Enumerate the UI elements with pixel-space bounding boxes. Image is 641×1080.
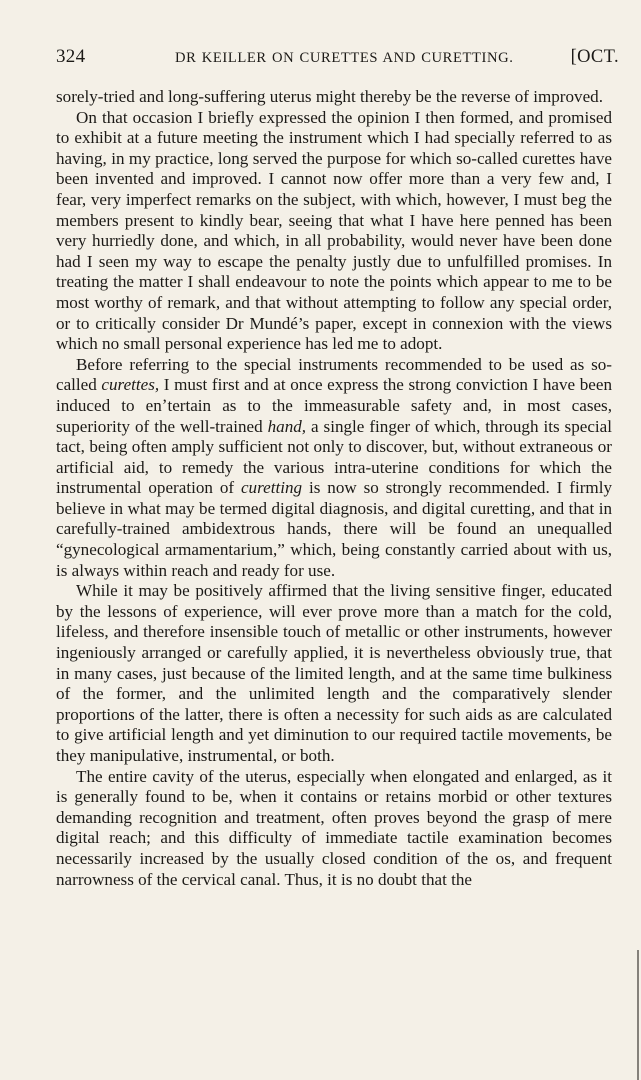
italic-term: curetting — [240, 478, 303, 498]
text-run: sorely-tried and long-suffering uterus might thereby be the reverse of improved. — [56, 87, 603, 106]
text-run: is now so strongly recommended. I firmly believe in what may be termed digital diagnosis, and digital curetting, and that in carefully-trained ambidextrous hands, there will be found an unequalled “gynecological armamentarium,” which, being constantly carried about with us, is always within reach and ready for use. — [56, 478, 612, 580]
paragraph-p0 — [56, 87, 612, 108]
italic-term: curettes, — [101, 375, 160, 395]
italic-term: hand, — [267, 416, 307, 436]
text-run: I must first and at once express the strong conviction I have been induced to enʼtertain as to the immeasurable safety and, in most cases, superiority of the well-trained — [56, 375, 613, 436]
page-number: 324 — [56, 46, 86, 67]
text-run: On that occasion I briefly expressed the opinion I then formed, and promised to exhibit at a future meeting the instrument which I had specially referred to as having, in my practice, long served the purpose for which so-called curettes have been invented and improved. I cannot now offer more than a very few and, I fear, very imperfect remarks on the subject, with which, however, I must beg the members present to kindly bear, seeing that what I have here penned has been very hurriedly done, and which, in all probability, would never have been done had I seen my way to escape the penalty justly due to unfulfilled promises. In treating the matter I shall endeavour to note the points which appear to me to be most worthy of remark, and that without attempting to follow any special order, or to critically consider Dr Mundé’s paper, except in connexion with the views which no small personal experience has led me to adopt. — [56, 107, 612, 354]
page-edge-shadow — [637, 950, 639, 1080]
text-run: While it may be positively affirmed that the living sensitive finger, educated by the lessons of experience, will ever prove more than a match for the cold, lifeless, and therefore insensible touch of metallic or other instruments, however ingeniously arranged or carefully applied, it is nevertheless obviously true, that in many cases, just because of the limited length, and at the same time bulkiness of the former, and the unlimited length and the comparatively slender proportions of the latter, there is often a necessity for such aids as are calculated to give artificial length and yet diminution to our required tactile movements, be they manipulative, instrumental, or both. — [56, 581, 612, 765]
article-body — [56, 87, 612, 890]
paragraph-p3 — [56, 581, 612, 766]
header-month: [OCT. — [570, 47, 619, 67]
paragraph-p4 — [56, 767, 612, 891]
running-header — [56, 46, 619, 74]
running-title: DR KEILLER ON CURETTES AND CURETTING. — [175, 50, 514, 66]
text-run: a single finger of which, through its special tact, being often amply sufficient not only to discover, but, without extraneous or artificial aid, to remedy the various intra-uterine conditions for which the instrumental operation of — [56, 416, 613, 498]
paragraph-p2 — [56, 355, 612, 582]
text-run: Before referring to the special instruments recommended to be used as so-called — [56, 354, 612, 395]
text-run: The entire cavity of the uterus, especially when elongated and enlarged, as it is generally found to be, when it contains or retains morbid or other textures demanding recognition and treatment, often proves beyond the grasp of mere digital reach; and this difficulty of immediate tactile examination becomes necessarily increased by the usually closed condition of the os, and frequent narrowness of the cervical canal. Thus, it is no doubt that the — [56, 766, 612, 889]
paragraph-p1 — [56, 108, 612, 355]
